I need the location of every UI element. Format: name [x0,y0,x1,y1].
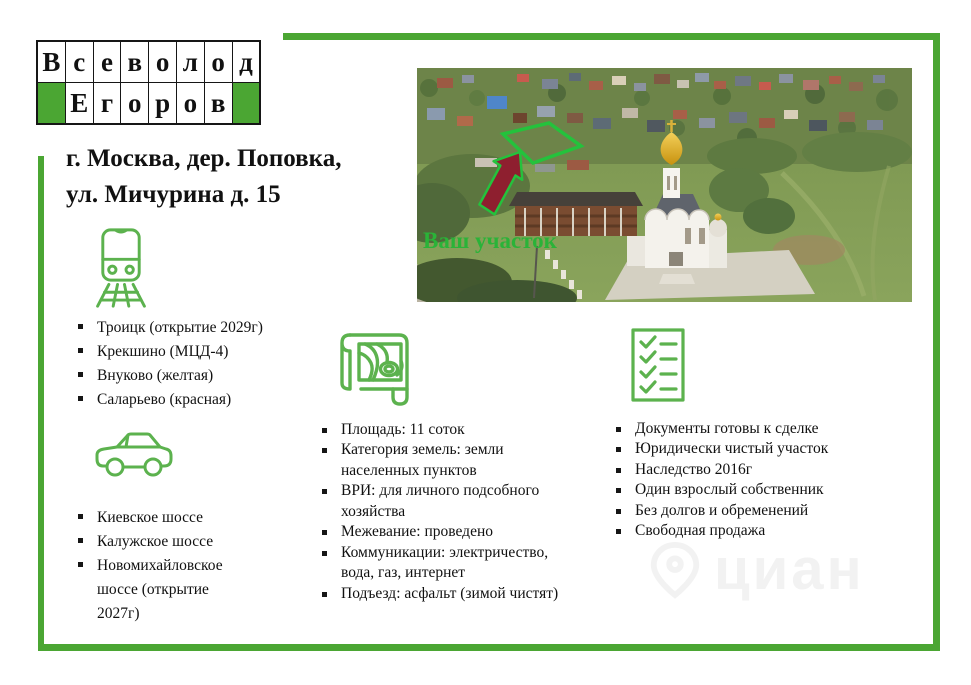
bullet [322,530,327,535]
list-item [616,501,916,521]
address-line-2: ул. Мичурина д. 15 [66,180,281,208]
bullet [78,396,83,401]
frame-bottom-bar [38,644,940,651]
property-address [66,141,341,212]
grid-letter: о [149,42,177,83]
list-item [322,522,574,542]
list-item [78,364,318,388]
bullet [322,489,327,494]
bullet [616,427,621,432]
list-item-text: Один взрослый собственник [635,481,824,499]
list-item-text: Юридически чистый участок [635,440,829,458]
list-item [78,316,318,340]
grid-letter: В [38,42,66,83]
bullet [78,348,83,353]
bullet [616,468,621,473]
frame-top-bar [283,33,940,40]
list-item-text: Новомихайловское шоссе (открытие 2027г) [97,557,223,623]
grid-letter: в [121,42,149,83]
list-item-text: Подъезд: асфальт (зимой чистят) [341,584,559,602]
list-item-text: Троицк (открытие 2029г) [97,319,263,336]
bullet [78,538,83,543]
list-item [616,439,916,459]
list-item [322,584,574,604]
list-item [616,480,916,500]
list-item-text: Категория земель: земли населенных пунктов [341,441,504,479]
grid-letter: л [177,42,205,83]
plot-label: Ваш участок [423,228,557,253]
list-item [322,543,574,584]
grid-green-cell [233,83,260,123]
bullet [78,514,83,519]
land-plan-icon [337,331,421,409]
grid-letter: г [94,83,122,123]
documents-list [616,419,916,542]
watermark-text: циан [714,537,865,602]
car-icon [93,428,175,482]
bullet [78,562,83,567]
grid-letter: о [205,42,233,83]
list-item [78,554,248,626]
bullet [322,551,327,556]
bullet [322,448,327,453]
road-access-list [78,506,248,626]
grid-letter: д [233,42,260,83]
address-line-1: г. Москва, дер. Поповка, [66,145,342,172]
list-item-text: ВРИ: для личного подсобного хозяйства [341,482,540,520]
map-pin-icon [646,539,704,601]
list-item [78,530,248,554]
list-item-text: Внуково (желтая) [97,367,214,385]
list-item [616,419,916,439]
bullet [616,488,621,493]
list-item [322,481,574,522]
frame-right-bar [933,33,940,651]
list-item-text: Наследство 2016г [635,460,753,478]
train-icon [95,227,147,309]
rail-access-list [78,316,318,412]
land-facts-list [322,420,574,604]
name-grid-row-1 [38,42,259,83]
list-item [616,460,916,480]
list-item-text: Киевское шоссе [97,509,203,526]
bullet [322,592,327,597]
list-item-text: Саларьево (красная) [97,391,232,409]
grid-letter: р [149,83,177,123]
bullet [616,509,621,514]
grid-green-cell [38,83,66,123]
bullet [78,372,83,377]
list-item-text: Коммуникации: электричество, вода, газ, интернет [341,543,549,582]
list-item [78,388,318,412]
grid-letter: Е [66,83,94,123]
grid-letter: в [205,83,233,123]
list-item-text: Без долгов и обременений [635,501,809,519]
bullet [78,324,83,329]
cian-watermark [646,536,865,603]
list-item [322,440,574,481]
list-item [78,340,318,364]
bullet [616,529,621,534]
list-item [322,420,574,440]
list-item-text: Калужское шоссе [97,533,214,551]
bullet [616,447,621,452]
list-item-text: Документы готовы к сделке [635,420,819,437]
grid-letter: о [177,83,205,123]
grid-letter: с [66,42,94,83]
grid-letter: о [121,83,149,123]
list-item-text: Межевание: проведено [341,523,493,541]
bullet [322,428,327,433]
agent-name-grid [36,40,261,125]
checklist-icon [630,327,686,403]
grid-letter: е [94,42,122,83]
list-item [78,506,248,530]
list-item-text: Свободная продажа [635,522,766,540]
list-item-text: Крекшино (МЦД-4) [97,343,229,361]
list-item-text: Площадь: 11 соток [341,421,465,438]
aerial-photo [417,68,912,302]
name-grid-row-2 [38,83,259,123]
frame-left-bar [38,156,44,644]
